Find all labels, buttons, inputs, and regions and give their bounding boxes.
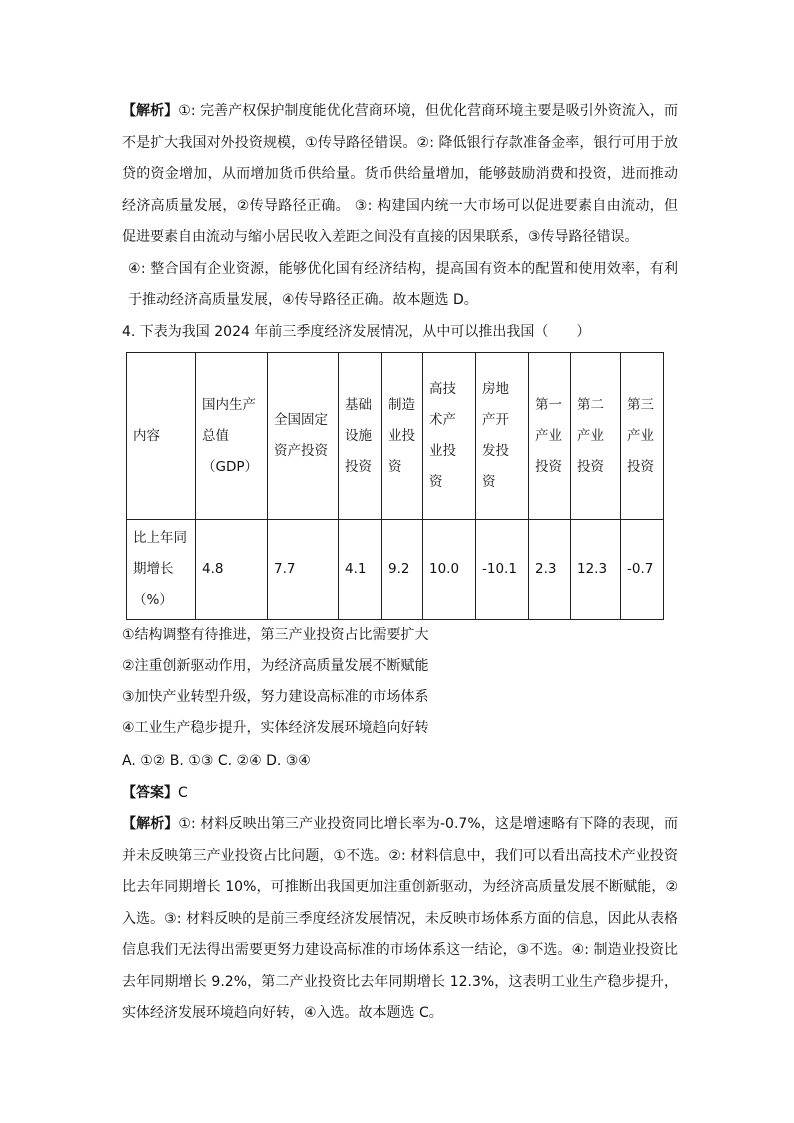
prev-analysis-label: 【解析】 <box>122 103 179 119</box>
table-cell: 9.2 <box>382 520 423 620</box>
table-cell: 10.0 <box>423 520 476 620</box>
table-header-cell: 第三产业投资 <box>621 353 664 520</box>
option-2: ②注重创新驱动作用，为经济高质量发展不断赋能 <box>122 658 429 674</box>
table-header-cell: 基础设施投资 <box>339 353 382 520</box>
prev-analysis-text: ①: 完善产权保护制度能优化营商环境，但优化营商环境主要是吸引外资流入，而不是扩大我国对外投资规模，①传导路径错误。②: 降低银行存款准备金率，银行可用于放贷的资金增加，从而增加货币供给量。货币供给量增加，能够鼓励消费和投资，进而推动经济高质量发展，②传导路径正确。 ③: 构建国内统一大市场可以促进要素自由流动，但促进要素自由流动与缩小居民收入差距之间没有直接的因果联系，③传导路径错误。 <box>122 103 678 245</box>
prev-analysis-text2: ④: 整合国有企业资源，能够优化国有经济结构，提高国有资本的配置和使用效率，有利于推动经济高质量发展，④传导路径正确。故本题选 D。 <box>128 260 678 308</box>
table-cell: 4.8 <box>196 520 268 620</box>
table-cell: 2.3 <box>529 520 571 620</box>
answer-line <box>122 778 678 810</box>
data-table <box>126 352 664 620</box>
table-header-cell: 第一产业投资 <box>529 353 571 520</box>
analysis-label: 【解析】 <box>122 816 179 832</box>
answer-choices: A. ①② B. ①③ C. ②④ D. ③④ <box>122 753 311 769</box>
document-page <box>122 96 678 1030</box>
table-header-cell: 房地产开发投资 <box>476 353 529 520</box>
table-cell: 7.7 <box>268 520 339 620</box>
analysis <box>122 809 678 1030</box>
table-cell: -10.1 <box>476 520 529 620</box>
prev-analysis <box>122 96 678 254</box>
question-stem: 4. 下表为我国 2024 年前三季度经济发展情况，从中可以推出我国（ ） <box>122 323 591 340</box>
option-4: ④工业生产稳步提升，实体经济发展环境趋向好转 <box>122 720 429 736</box>
table-row-label: 比上年同期增长（%） <box>127 520 196 620</box>
table-header-row <box>127 353 664 520</box>
table-row <box>127 520 664 620</box>
option-3: ③加快产业转型升级，努力建设高标准的市场体系 <box>122 689 429 705</box>
table-cell: 12.3 <box>571 520 621 620</box>
table-header-cell: 制造业投资 <box>382 353 423 520</box>
option-1: ①结构调整有待推进，第三产业投资占比需要扩大 <box>122 627 429 643</box>
analysis-text: ①: 材料反映出第三产业投资同比增长率为-0.7%，这是增速略有下降的表现，而并未反映第三产业投资占比问题，①不选。②: 材料信息中，我们可以看出高技术产业投资比去年同期增长 10%，可推断出我国更加注重创新驱动，为经济高质量发展不断赋能，②入选。③: 材料反映的是前三季度经济发展情况，未反映市场体系方面的信息，因此从表格信息我们无法得出需要更努力建设高标准的市场体系这一结论，③不选。④: 制造业投资比去年同期增长 9.2%，第二产业投资比去年同期增长 12.3%，这表明工业生产稳步提升，实体经济发展环境趋向好转，④入选。故本题选 C。 <box>122 816 679 1021</box>
table-header-cell: 第二产业投资 <box>571 353 621 520</box>
answer-label: 【答案】 <box>122 784 178 801</box>
table-header-cell: 高技术产业投资 <box>423 353 476 520</box>
table-header-cell: 内容 <box>127 353 196 520</box>
table-cell: -0.7 <box>621 520 664 620</box>
table-header-cell: 全国固定资产投资 <box>268 353 339 520</box>
answer-value: C <box>178 784 188 801</box>
table-cell: 4.1 <box>339 520 382 620</box>
table-header-cell: 国内生产总值（GDP） <box>196 353 268 520</box>
